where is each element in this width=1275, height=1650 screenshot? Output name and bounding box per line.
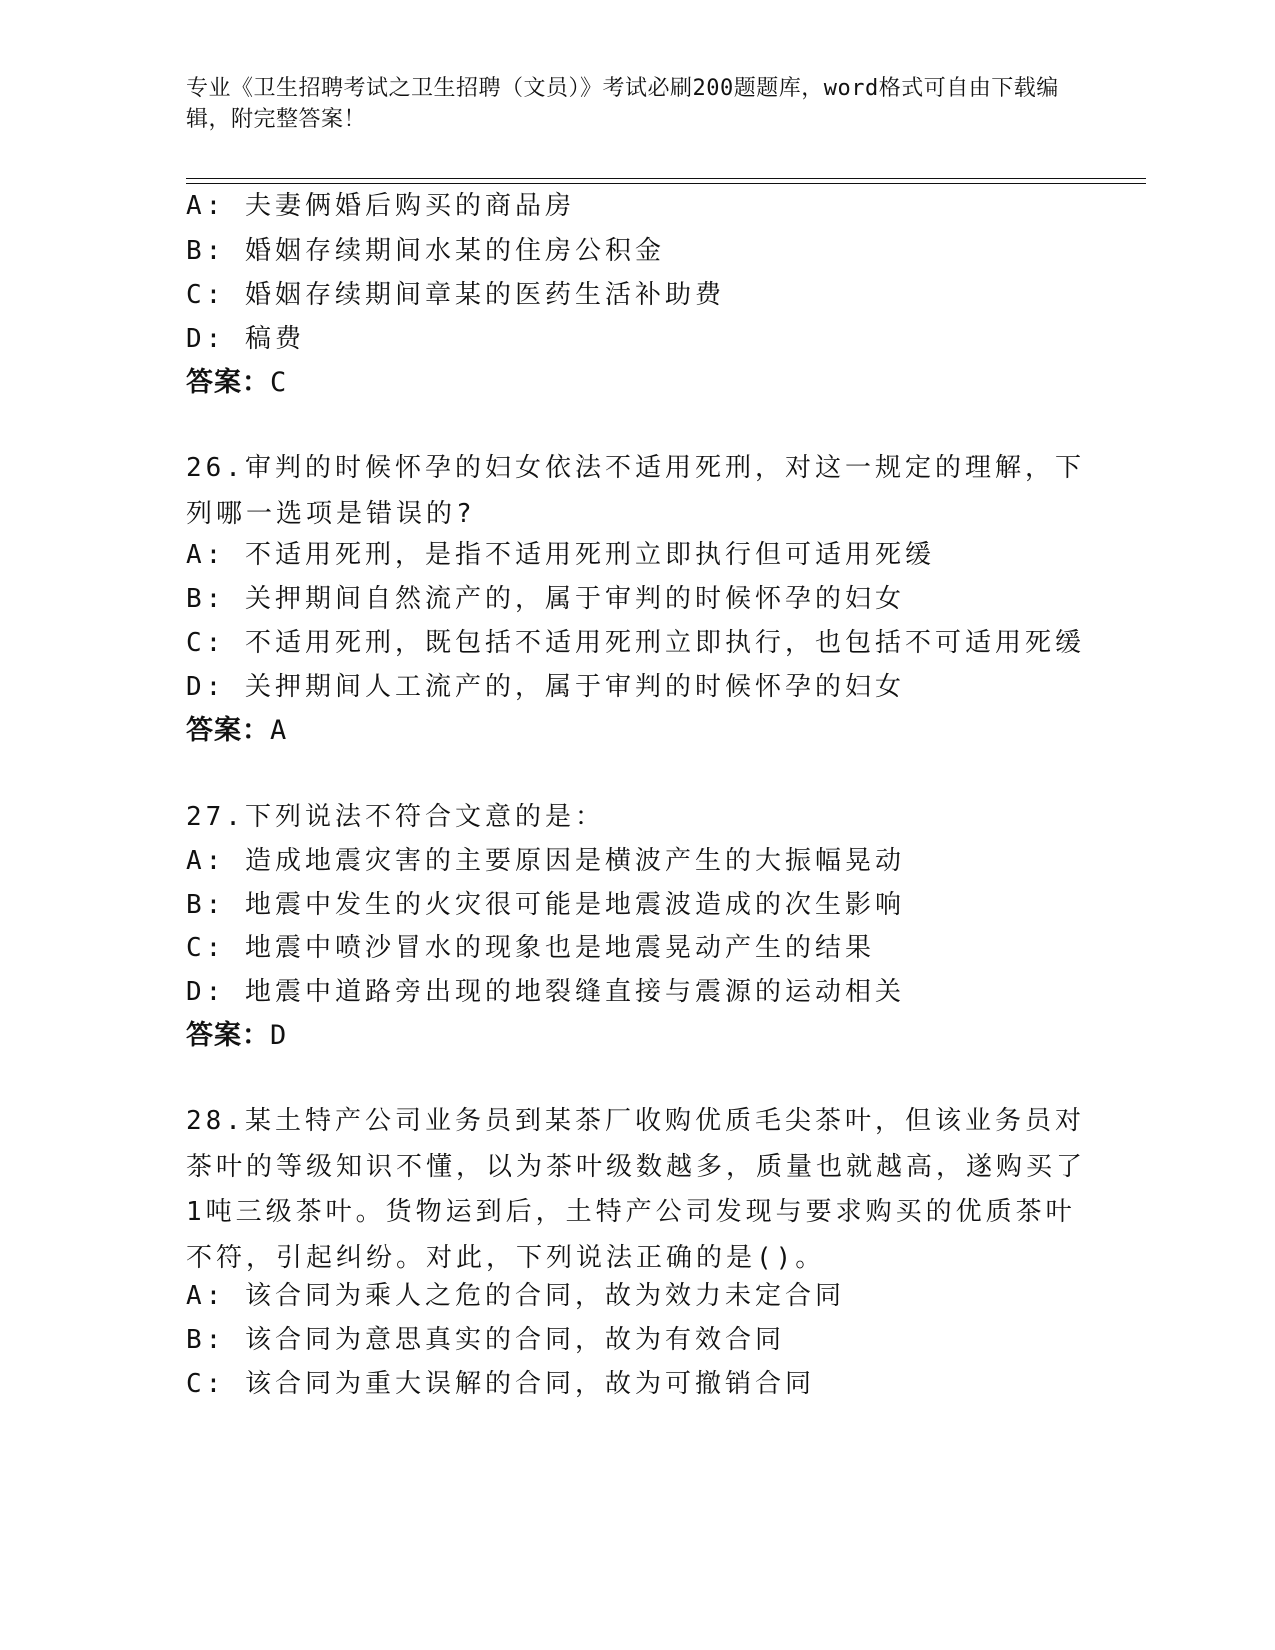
q27-answer-value: D	[270, 1020, 287, 1051]
q26-option-b: B: 关押期间自然流产的，属于审判的时候怀孕的妇女	[186, 584, 905, 614]
q26-answer-value: A	[270, 715, 287, 746]
q25-option-c: C: 婚姻存续期间章某的医药生活补助费	[186, 280, 725, 310]
q26-option-a: A: 不适用死刑，是指不适用死刑立即执行但可适用死缓	[186, 540, 935, 570]
q27-answer-label: 答案：	[186, 1020, 270, 1051]
q26-answer-label: 答案：	[186, 715, 270, 746]
q25-option-b: B: 婚姻存续期间水某的住房公积金	[186, 236, 665, 266]
q27-answer	[186, 1013, 286, 1059]
q27-option-b: B: 地震中发生的火灾很可能是地震波造成的次生影响	[186, 890, 905, 920]
document-header: 专业《卫生招聘考试之卫生招聘（文员）》考试必刷200题题库，word格式可自由下载编辑，附完整答案！	[186, 76, 1059, 132]
q28-option-b: B: 该合同为意思真实的合同，故为有效合同	[186, 1325, 785, 1355]
q28-option-a: A: 该合同为乘人之危的合同，故为效力未定合同	[186, 1281, 845, 1311]
q25-answer-label: 答案：	[186, 367, 270, 398]
q27-option-a: A: 造成地震灾害的主要原因是横波产生的大振幅晃动	[186, 846, 905, 876]
q28-question: 28.某土特产公司业务员到某茶厂收购优质毛尖茶叶，但该业务员对茶叶的等级知识不懂，以为茶叶级数越多，质量也就越高，遂购买了1吨三级茶叶。货物运到后，土特产公司发现与要求购买的优质茶叶不符，引起纠纷。对此，下列说法正确的是()。	[186, 1106, 1087, 1273]
q26-option-c: C: 不适用死刑，既包括不适用死刑立即执行，也包括不可适用死缓	[186, 628, 1085, 658]
q27-question: 27.下列说法不符合文意的是：	[186, 802, 605, 832]
q27-option-c: C: 地震中喷沙冒水的现象也是地震晃动产生的结果	[186, 933, 875, 963]
q25-answer-value: C	[270, 367, 287, 398]
q26-question: 26.审判的时候怀孕的妇女依法不适用死刑，对这一规定的理解，下列哪一选项是错误的?	[186, 453, 1085, 529]
q27-option-d: D: 地震中道路旁出现的地裂缝直接与震源的运动相关	[186, 977, 905, 1007]
q26-answer	[186, 708, 286, 754]
q26-option-d: D: 关押期间人工流产的，属于审判的时候怀孕的妇女	[186, 672, 905, 702]
q28-option-c: C: 该合同为重大误解的合同，故为可撤销合同	[186, 1369, 815, 1399]
q25-option-a: A: 夫妻俩婚后购买的商品房	[186, 191, 575, 221]
q25-answer	[186, 360, 286, 406]
header-divider-top	[186, 178, 1146, 179]
q25-option-d: D: 稿费	[186, 324, 305, 354]
